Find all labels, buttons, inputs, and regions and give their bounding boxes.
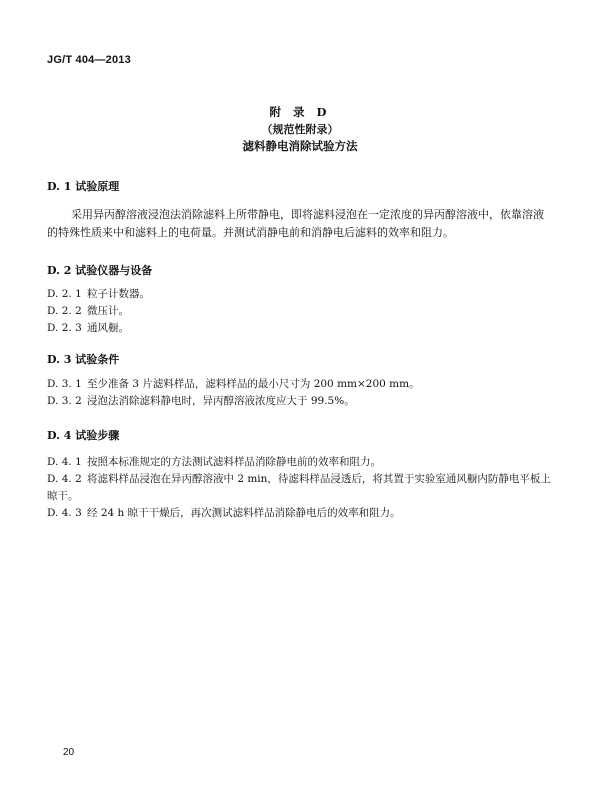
page-number: 20	[63, 747, 75, 758]
item-text: 至少准备 3 片滤料样品，滤料样品的最小尺寸为 200 mm×200 mm。	[87, 378, 420, 390]
item-number: D. 4. 1	[47, 456, 82, 468]
item-number: D. 2. 1	[47, 288, 82, 300]
list-item	[47, 393, 553, 410]
item-number: D. 4. 2	[47, 473, 82, 485]
appendix-name: 滤料静电消除试验方法	[242, 139, 358, 153]
list-item	[47, 303, 553, 320]
section-paragraph-d1: 采用异丙醇溶液浸泡法消除滤料上所带静电，即将滤料浸泡在一定浓度的异丙醇溶液中，依靠溶液的特殊性质来中和滤料上的电荷量。并测试消静电前和消静电后滤料的效率和阻力。	[47, 208, 544, 239]
appendix-title: 附 录 D	[269, 105, 331, 119]
list-item	[47, 471, 553, 505]
section-heading-d4: D. 4 试验步骤	[47, 429, 120, 442]
item-number: D. 3. 1	[47, 378, 82, 390]
item-text: 经 24 h 晾干干燥后，再次测试滤料样品消除静电后的效率和阻力。	[87, 507, 401, 519]
item-text: 按照本标准规定的方法测试滤料样品消除静电前的效率和阻力。	[87, 456, 381, 468]
item-number: D. 2. 3	[47, 322, 82, 334]
list-item	[47, 376, 553, 393]
item-text: 通风橱。	[87, 322, 129, 334]
item-number: D. 3. 2	[47, 395, 82, 407]
item-number: D. 2. 2	[47, 305, 82, 317]
list-item	[47, 505, 553, 522]
section-heading-d2: D. 2 试验仪器与设备	[47, 264, 153, 277]
section-heading-d1: D. 1 试验原理	[47, 180, 120, 193]
item-text: 浸泡法消除滤料静电时，异丙醇溶液浓度应大于 99.5%。	[87, 395, 355, 407]
item-number: D. 4. 3	[47, 507, 82, 519]
appendix-subtitle: （规范性附录）	[261, 123, 339, 136]
item-text: 微压计。	[87, 305, 129, 317]
list-item	[47, 286, 553, 303]
list-item	[47, 320, 553, 337]
section-heading-d3: D. 3 试验条件	[47, 353, 120, 366]
list-item	[47, 454, 553, 471]
standard-code: JG/T 404—2013	[47, 54, 131, 66]
item-text: 将滤料样品浸泡在异丙醇溶液中 2 min，待滤料样品浸透后，将其置于实验室通风橱内防静电平板上晾干。	[47, 473, 551, 502]
item-text: 粒子计数器。	[87, 288, 150, 300]
